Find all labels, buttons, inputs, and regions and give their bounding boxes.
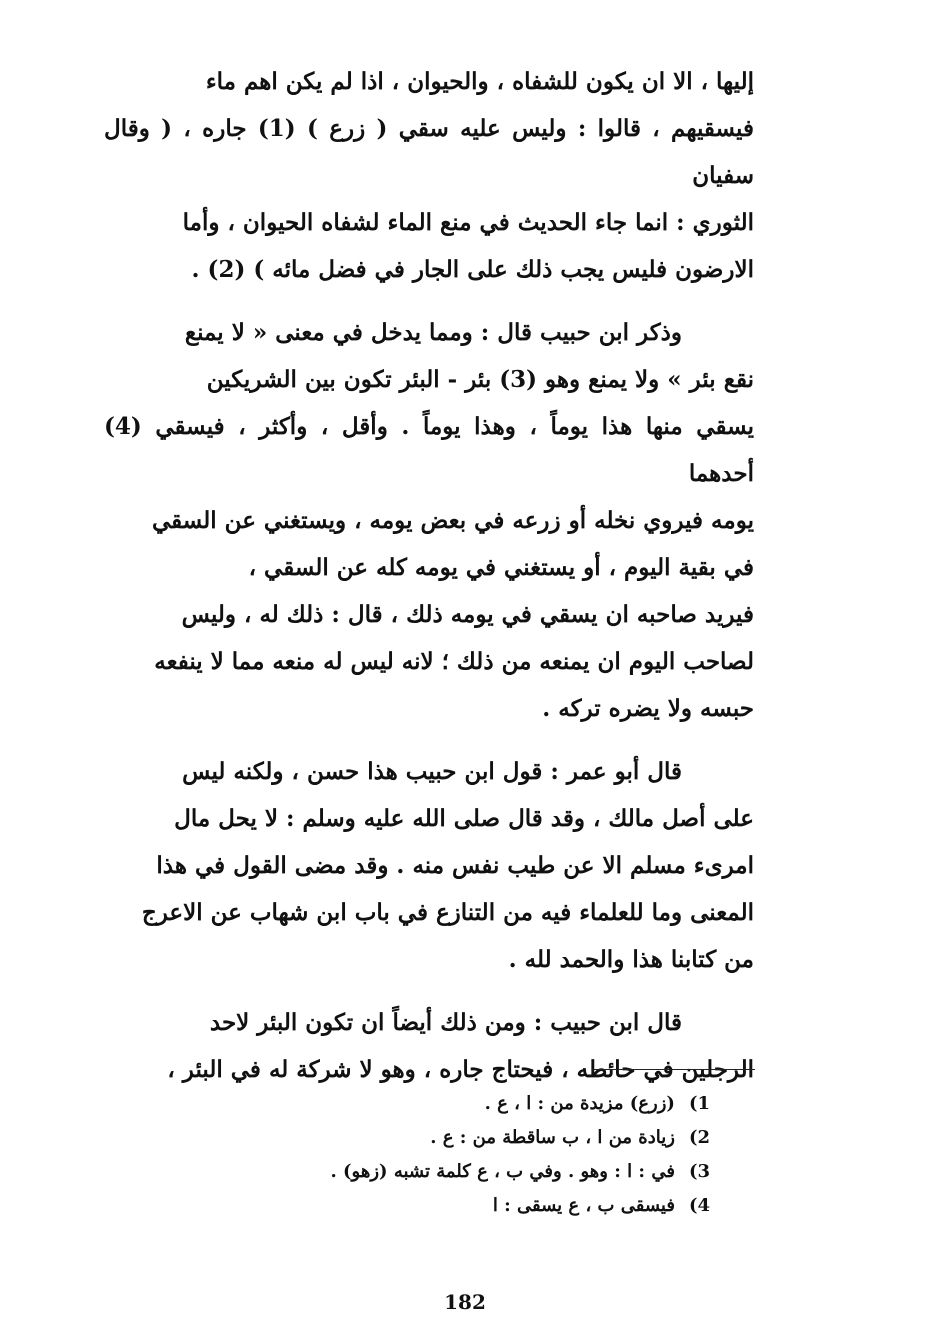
footnote-number: 3) [688,1161,710,1182]
text-line: قال ابن حبيب : ومن ذلك أيضاً ان تكون البئر لاحد [209,1009,682,1036]
footnote-2 [250,1121,710,1155]
footnote-1 [250,1087,710,1121]
text-line: إليها ، الا ان يكون للشفاه ، والحيوان ، اذا لم يكن اهم ماء [205,68,754,95]
text-line: في بقية اليوم ، أو يستغني في يومه كله عن السقي ، [248,554,754,581]
footnote-number: 2) [688,1127,710,1148]
text-line: يومه فيروي نخله أو زرعه في بعض يومه ، ويستغني عن السقي [151,507,754,534]
text-line: فيسقيهم ، قالوا : وليس عليه سقي ( زرع ) (1) جاره ، ( وقال سفيان [104,115,754,189]
text-line: فيريد صاحبه ان يسقي في يومه ذلك ، قال : ذلك له ، وليس [181,601,754,628]
text-line: على أصل مالك ، وقد قال صلى الله عليه وسلم : لا يحل مال [174,805,754,832]
footnote-text: في : ا : وهو . وفي ب ، ع كلمة تشبه (زهو) . [330,1161,675,1182]
text-line: نقع بئر » ولا يمنع وهو (3) بئر - البئر تكون بين الشريكين [206,366,754,393]
text-line: وذكر ابن حبيب قال : ومما يدخل في معنى « لا يمنع [184,319,682,346]
footnote-separator [592,1069,755,1070]
footnote-number: 4) [688,1195,710,1216]
text-line: من كتابنا هذا والحمد لله . [508,946,754,973]
text-line: الرجلين في حائطه ، فيحتاج جاره ، وهو لا شركة له في البئر ، [167,1056,754,1083]
text-line: قال أبو عمر : قول ابن حبيب هذا حسن ، ولكنه ليس [182,758,682,785]
footnote-number: 1) [688,1093,710,1114]
page-number: 182 [444,1290,486,1314]
text-line: المعنى وما للعلماء فيه من التنازع في باب ابن شهاب عن الاعرج [141,899,754,926]
paragraph-3 [104,748,754,983]
footnote-text: فيسقى ب ، ع يسقى : ا [492,1195,675,1216]
paragraph-4 [104,999,754,1093]
footnote-3 [250,1155,710,1189]
footnote-text: زيادة من ا ، ب ساقطة من : ع . [430,1127,675,1148]
main-text [104,58,754,1109]
paragraph-1 [104,58,754,293]
text-line: لصاحب اليوم ان يمنعه من ذلك ؛ لانه ليس له منعه مما لا ينفعه [154,648,754,675]
footnote-4 [250,1189,710,1223]
paragraph-2 [104,309,754,732]
footnotes [250,1087,710,1223]
text-line: الثوري : انما جاء الحديث في منع الماء لشفاه الحيوان ، وأما [182,209,754,236]
text-line: يسقي منها هذا يوماً ، وهذا يوماً . وأقل ، وأكثر ، فيسقي (4) أحدهما [104,413,754,487]
text-line: امرىء مسلم الا عن طيب نفس منه . وقد مضى القول في هذا [156,852,754,879]
text-line: حبسه ولا يضره تركه . [542,695,754,722]
footnote-text: (زرع) مزيدة من : ا ، ع . [484,1093,675,1114]
text-line: الارضون فليس يجب ذلك على الجار في فضل مائه ) (2) . [191,256,754,283]
